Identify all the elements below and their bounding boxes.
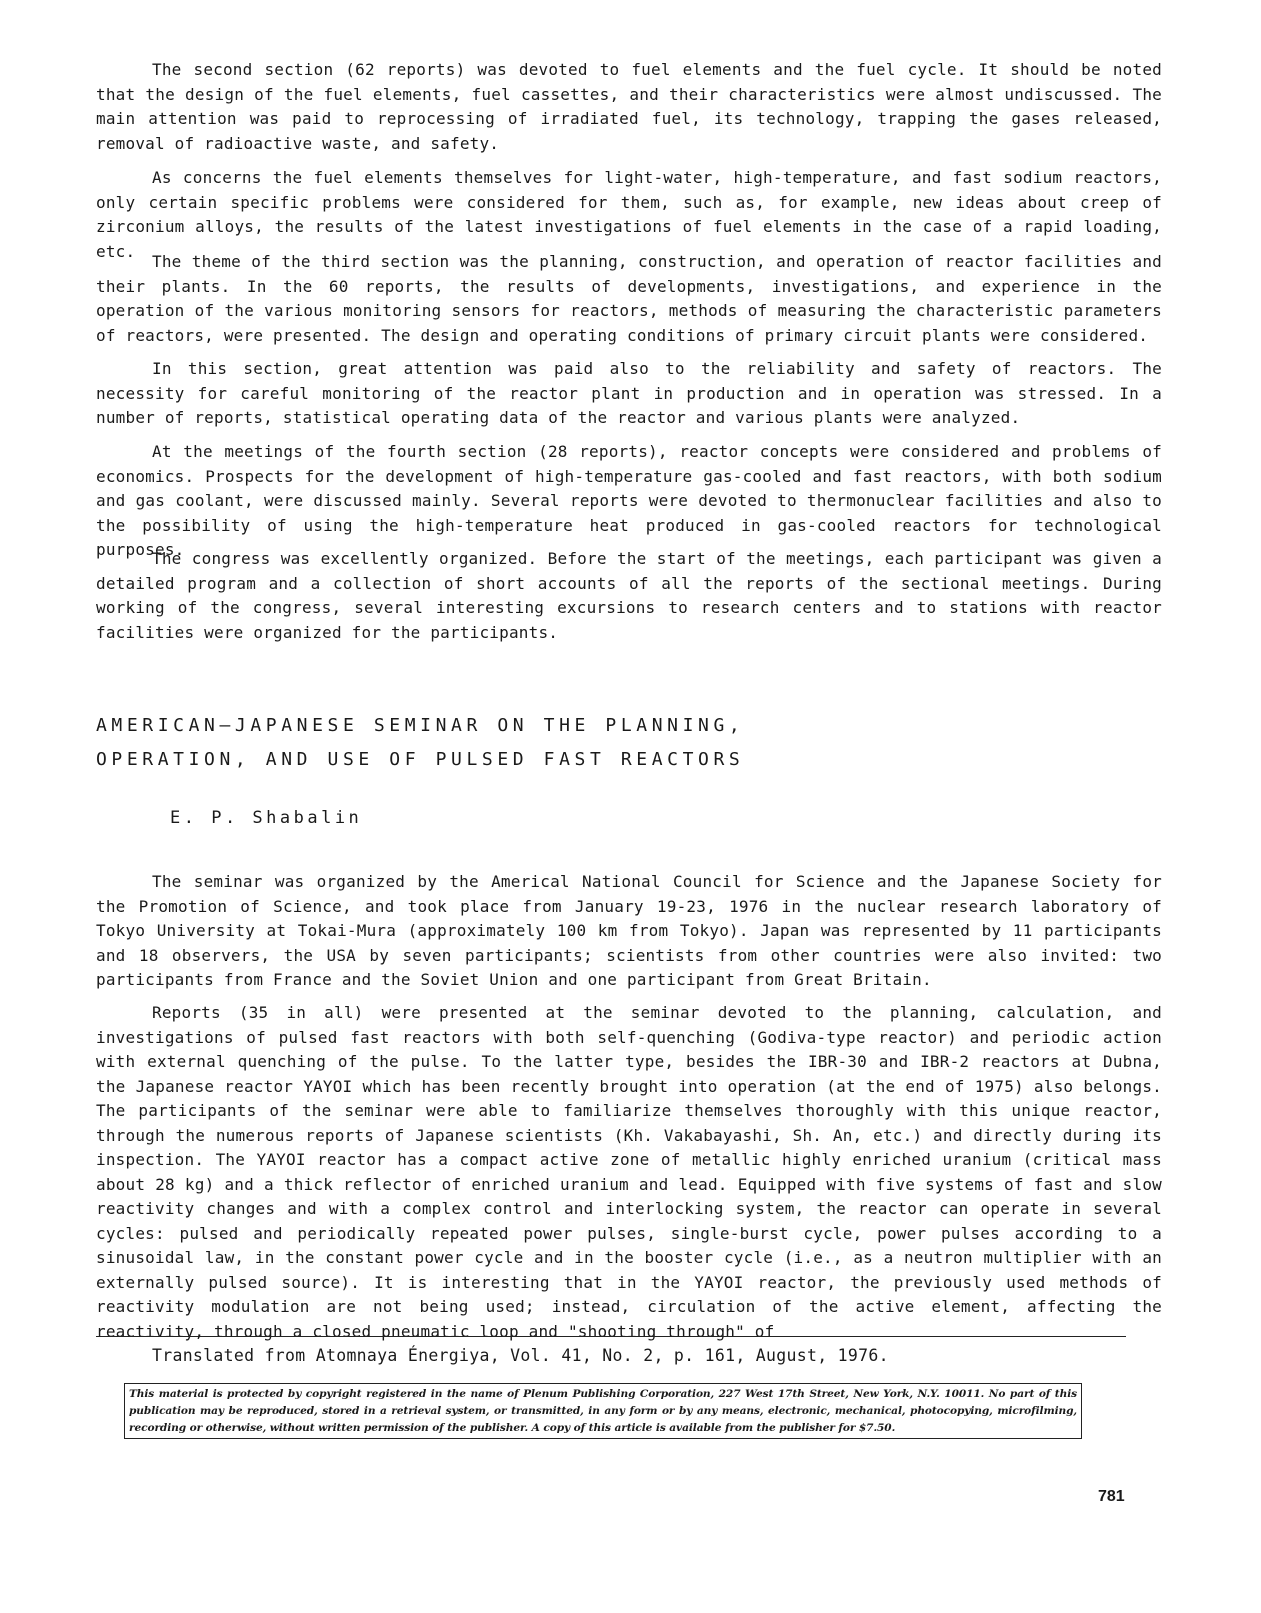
article-title-line-2: OPERATION, AND USE OF PULSED FAST REACTORS <box>96 749 745 770</box>
footnote-divider <box>96 1336 1126 1337</box>
article-author: E. P. Shabalin <box>170 808 363 828</box>
paragraph-seminar-organization: The seminar was organized by the Americal National Council for Science and the Japanese Society for the Promotion of Science, and took place from January 19-23, 1976 in the nuclear research laboratory of Tokyo University at Tokai-Mura (approximately 100 km from Tokyo). Japan was represented by 11 participants and 18 observers, the USA by seven participants; scientists from other countries were also invited: two participants from France and the Soviet Union and one participant from Great Britain. <box>96 872 1162 989</box>
copyright-notice-box: This material is protected by copyright registered in the name of Plenum Publishing Corporation, 227 West 17th Street, New York, N.Y. 10011. No part of this publication may be reproduced, stored in a retrieval system, or transmitted, in any form or by any means, electronic, mechanical, photocopying, microfilming, recording or otherwise, without written permission of the publisher. A copy of this article is available from the publisher for $7.50. <box>124 1383 1082 1439</box>
paragraph-congress-organization: The congress was excellently organized. Before the start of the meetings, each participant was given a detailed program and a collection of short accounts of all the reports of the sectional meetings. During working of the congress, several interesting excursions to research centers and to stations with reactor facilities were organized for the participants. <box>96 549 1162 642</box>
paragraph-fuel-elements-problems: As concerns the fuel elements themselves for light-water, high-temperature, and fast sodium reactors, only certain specific problems were considered for them, such as, for example, new ideas about creep of zirconium alloys, the results of the latest investigations of fuel elements in the case of a rapid loading, etc. <box>96 168 1162 261</box>
paragraph-reliability-safety: In this section, great attention was paid also to the reliability and safety of reactors. The necessity for careful monitoring of the reactor plant in production and in operation was stressed. In a number of reports, statistical operating data of the reactor and various plants were analyzed. <box>96 359 1162 427</box>
translation-source-note: Translated from Atomnaya Énergiya, Vol. 41, No. 2, p. 161, August, 1976. <box>152 1346 889 1365</box>
paragraph-seminar-reports: Reports (35 in all) were presented at the seminar devoted to the planning, calculation, and investigations of pulsed fast reactors with both self-quenching (Godiva-type reactor) and periodic action with external quenching of the pulse. To the latter type, besides the IBR-30 and IBR-2 reactors at Dubna, the Japanese reactor YAYOI which has been recently brought into operation (at the end of 1975) also belongs. The participants of the seminar were able to familiarize themselves thoroughly with this unique reactor, through the numerous reports of Japanese scientists (Kh. Vakabayashi, Sh. An, etc.) and directly during its inspection. The YAYOI reactor has a compact active zone of metallic highly enriched uranium (critical mass about 28 kg) and a thick reflector of enriched uranium and lead. Equipped with five systems of fast and slow reactivity changes and with a complex control and interlocking system, the reactor can operate in several cycles: pulsed and periodically repeated power pulses, single-burst cycle, power pulses according to a sinusoidal law, in the constant power cycle and in the booster cycle (i.e., as a neutron multiplier with an externally pulsed source). It is interesting that in the YAYOI reactor, the previously used methods of reactivity modulation are not being used; instead, circulation of the active element, affecting the reactivity, through a closed pneumatic loop and "shooting through" of <box>96 1003 1162 1341</box>
paragraph-fuel-elements-section: The second section (62 reports) was devoted to fuel elements and the fuel cycle. It should be noted that the design of the fuel elements, fuel cassettes, and their characteristics were almost undiscussed. The main attention was paid to reprocessing of irradiated fuel, its technology, trapping the gases released, removal of radioactive waste, and safety. <box>96 60 1162 153</box>
paragraph-third-section: The theme of the third section was the planning, construction, and operation of reactor facilities and their plants. In the 60 reports, the results of developments, investigations, and experience in the operation of the various monitoring sensors for reactors, methods of measuring the characteristic parameters of reactors, were presented. The design and operating conditions of primary circuit plants were considered. <box>96 252 1162 345</box>
article-title-line-1: AMERICAN—JAPANESE SEMINAR ON THE PLANNING, <box>96 715 745 736</box>
page-number: 781 <box>1098 1488 1125 1505</box>
paragraph-fourth-section: At the meetings of the fourth section (28 reports), reactor concepts were considered and problems of economics. Prospects for the development of high-temperature gas-cooled and fast reactors, with both sodium and gas coolant, were discussed mainly. Several reports were devoted to thermonuclear facilities and also to the possibility of using the high-temperature heat produced in gas-cooled reactors for technological purposes. <box>96 442 1162 559</box>
